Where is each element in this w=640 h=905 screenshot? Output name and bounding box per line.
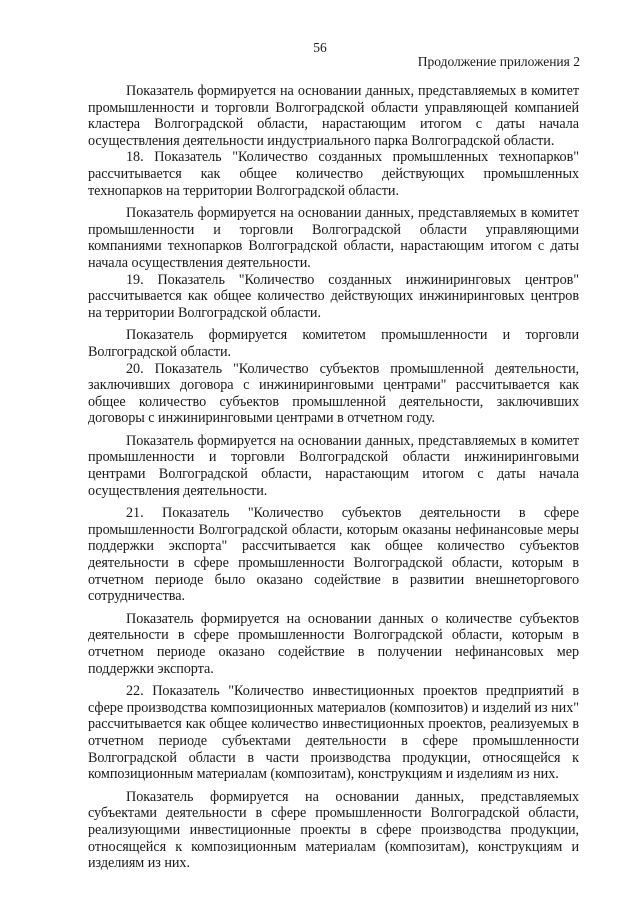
paragraph-indicator-21: 21. Показатель "Количество субъектов деятельности в сфере промышленности Волгоградской области, которым оказаны нефинансовые меры поддержки экспорта" рассчитывается как общее количество субъектов деятельности в сфере промышленности Волгоградской области, которым в отчетном периоде было оказано содействие в развитии внешнеторгового сотрудничества. <box>88 505 579 605</box>
paragraph-industrial-park-source: Показатель формируется на основании данных, представляемых в комитет промышленности и торговли Волгоградской области управляющей компанией кластера Волгоградской области, нарастающим итогом с даты начала осуществления деятельности индустриального парка Волгоградской области. <box>88 83 579 149</box>
paragraph-indicator-19: 19. Показатель "Количество созданных инжиниринговых центров" рассчитывается как общее количество действующих инжиниринговых центров на территории Волгоградской области. <box>88 271 579 321</box>
paragraph-contracts-source: Показатель формируется на основании данных, представляемых в комитет промышленности и торговли Волгоградской области инжиниринговыми центрами Волгоградской области, нарастающим итогом с даты начала осуществления деятельности. <box>88 432 579 499</box>
paragraph-indicator-18: 18. Показатель "Количество созданных промышленных технопарков" рассчитывается как общее количество действующих промышленных технопарков на территории Волгоградской области. <box>88 149 579 199</box>
page-number: 56 <box>313 40 327 55</box>
paragraph-technoparks-source: Показатель формируется на основании данных, представляемых в комитет промышленности и торговли Волгоградской области управляющими компаниями технопарков Волгоградской области, нарастающим итогом с даты начала осуществления деятельности. <box>88 205 579 271</box>
paragraph-engineering-centers-source: Показатель формируется комитетом промышленности и торговли Волгоградской области. <box>88 327 579 360</box>
document-body <box>88 83 579 872</box>
paragraph-composites-source: Показатель формируется на основании данных, представляемых субъектами деятельности в сфере промышленности Волгоградской области, реализующими инвестиционные проекты в сфере производства продукции, относящейся к композиционным материалам (композитам), конструкциям и изделиям из них. <box>88 788 579 872</box>
paragraph-export-support-source: Показатель формируется на основании данных о количестве субъектов деятельности в сфере промышленности Волгоградской области, которым в отчетном периоде оказано содействие в получении нефинансовых мер поддержки экспорта. <box>88 610 579 677</box>
paragraph-indicator-22: 22. Показатель "Количество инвестиционных проектов предприятий в сфере производства композиционных материалов (композитов) и изделий из них" рассчитывается как общее количество инвестиционных проектов, реализуемых в отчетном периоде субъектами деятельности в сфере промышленности Волгоградской области в части производства продукции, относящейся к композиционным материалам (композитам), конструкциям и изделиям из них. <box>88 683 579 783</box>
paragraph-indicator-20: 20. Показатель "Количество субъектов промышленной деятельности, заключивших договора с инжиниринговыми центрами" рассчитывается как общее количество субъектов промышленной деятельности, заключивших договоры с инжиниринговыми центрами в отчетном году. <box>88 360 579 427</box>
appendix-continuation-note: Продолжение приложения 2 <box>417 54 580 69</box>
